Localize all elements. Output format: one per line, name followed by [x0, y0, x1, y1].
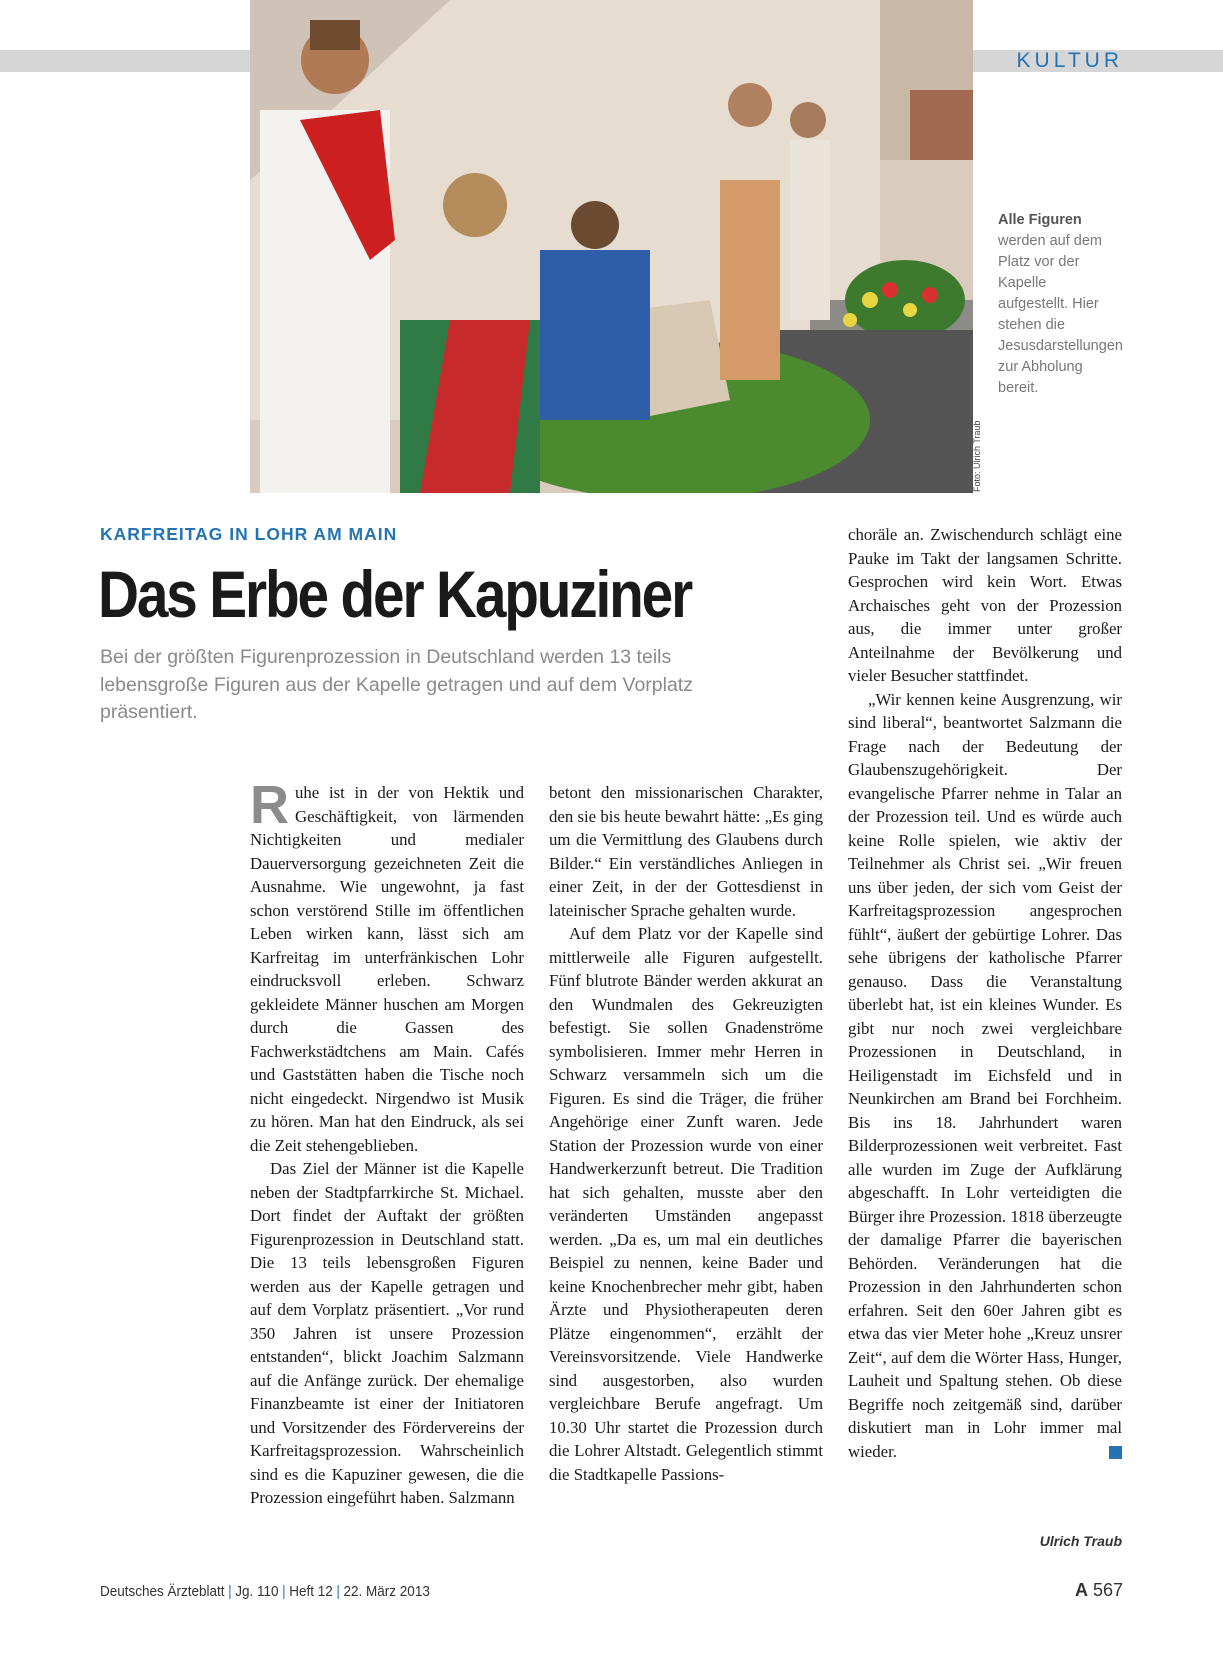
- article-photo: [250, 0, 973, 493]
- section-label: KULTUR: [1016, 49, 1123, 72]
- article-headline: Das Erbe der Kapuziner: [98, 557, 692, 631]
- footer-citation: [100, 1583, 430, 1600]
- paragraph: Das Ziel der Männer ist die Kapelle neben der Stadtpfarrkirche St. Michael. Dort findet der Auftakt der größten Figurenprozession in Deutschland statt. Die 13 teils lebensgroßen Figuren werden aus der Kapelle getragen und auf dem Vorplatz präsentiert. „Vor rund 350 Jahren ist unsere Prozession entstanden“, blickt Joachim Salzmann auf die Anfänge zurück. Der ehemalige Finanzbeamte ist einer der Initiatoren und Vorsitzender des Fördervereins der Karfreitagsprozession. Wahrscheinlich sind es die Kapuziner gewesen, die die Prozession eingeführt haben. Salzmann: [250, 1159, 524, 1507]
- end-mark-icon: [1109, 1446, 1122, 1459]
- article-lead: Bei der größten Figurenprozession in Deutschland werden 13 teils lebensgroße Figuren aus der Kapelle getragen und auf dem Vorplatz präsentiert.: [100, 646, 693, 723]
- drop-cap: R: [250, 775, 289, 835]
- paragraph: Auf dem Platz vor der Kapelle sind mittlerweile alle Figuren aufgestellt. Fünf blutrote Bänder werden akkurat an den Wundmalen des Gekreuzigten befestigt. Sie sollen Gnadenströme symbolisieren. Immer mehr Herren in Schwarz versammeln sich um die Figuren. Es sind die Träger, die früher Angehörige einer Zunft waren. Jede Station der Prozession wurde von einer Handwerkerzunft betreut. Die Tradition hat sich gehalten, musste aber den veränderten Umständen angepasst werden. „Da es, um mal ein deutliches Beispiel zu nennen, keine Bader und keine Knochenbrecher mehr gibt, haben Ärzte und Physiotherapeuten deren Plätze eingenommen“, erzählt der Vereinsvorsitzende. Viele Handwerke sind ausgestorben, also wurden vergleichbare Berufe angefragt. Um 10.30 Uhr startet die Prozession durch die Lohrer Altstadt. Gelegentlich stimmt die Stadtkapelle Passions-: [549, 924, 823, 1484]
- journal-name: Deutsches Ärzteblatt: [100, 1583, 225, 1600]
- photo-caption: [998, 210, 1123, 399]
- paragraph: Ruhe ist in der von Hektik und Geschäftigkeit, von lärmenden Nichtigkeiten und medialer Dauerversorgung gezeichneten Zeit die Ausnahme. Wie ungewohnt, ja fast schon verstörend Stille im öffentlichen Leben wirken kann, lässt sich am Karfreitag im unterfränkischen Lohr eindrucksvoll erleben. Schwarz gekleidete Männer huschen am Morgen durch die Gassen des Fachwerkstädtchens am Main. Cafés und Gaststätten haben die Tische noch nicht eingedeckt. Nirgendwo ist Musik zu hören. Man hat den Eindruck, als sei die Zeit stehengeblieben.: [250, 775, 524, 1155]
- separator-icon: |: [336, 1583, 340, 1600]
- paragraph: betont den missionarischen Charakter, den sie bis heute bewahrt hätte: „Es ging um die Vermittlung des Glaubens durch Bilder.“ Ein verständliches Anliegen in einer Zeit, in der der Gottesdienst in lateinischer Sprache gehalten wurde.: [549, 783, 823, 920]
- article-column-3: [848, 523, 1122, 1463]
- article-author: Ulrich Traub: [1039, 1533, 1122, 1549]
- page-number: A 567: [1074, 1580, 1123, 1600]
- paragraph: choräle an. Zwischendurch schlägt eine Pauke im Takt der langsamen Schritte. Gesprochen wird kein Wort. Etwas Archaisches geht von der Prozession aus, die immer unter großer Anteilnahme der Bevölkerung und vieler Besucher stattfindet.: [848, 525, 1122, 685]
- paragraph: „Wir kennen keine Ausgrenzung, wir sind liberal“, beantwortet Salzmann die Frage nach der Bedeutung der Glaubenszugehörigkeit. Der evangelische Pfarrer nehme in Talar an der Prozession teil. Und es würde auch keine Rolle spielen, wie aktiv der Teilnehmer als Christ sei. „Wir freuen uns über jeden, der sich vom Geist der Karfreitagsprozession angesprochen fühlt“, äußert der gebürtige Lohrer. Das sehe übrigens der katholische Pfarrer genauso. Dass die Veranstaltung überlebt hat, ist ein kleines Wunder. Es gibt nur noch zwei vergleichbare Prozessionen in Deutschland, in Heiligenstadt im Eichsfeld und in Neunkirchen am Brand bei Forchheim. Bis ins 18. Jahrhundert waren Bilderprozessionen weit verbreitet. Fast alle wurden im Zuge der Aufklärung abgeschafft. In Lohr verteidigten die Bürger ihre Prozession. 1818 überzeugte der damalige Pfarrer die bayerischen Behörden. Veränderungen hat die Prozession in den Jahrhunderten schon erfahren. Seit den 60er Jahren gibt es etwa das vier Meter hohe „Kreuz unsrer Zeit“, auf dem die Wörter Hass, Hunger, Lauheit und Spaltung stehen. Ob diese Begriffe noch zeitgemäß sind, darüber diskutiert man in Lohr immer mal wieder.: [848, 689, 1122, 1461]
- journal-volume: Jg. 110: [235, 1583, 279, 1600]
- article-column-1: [250, 775, 524, 1510]
- issue-date: 22. März 2013: [343, 1583, 430, 1600]
- journal-issue: Heft 12: [289, 1583, 333, 1600]
- separator-icon: |: [228, 1583, 232, 1600]
- separator-icon: |: [282, 1583, 286, 1600]
- caption-bold: Alle Figuren: [998, 212, 1082, 228]
- photo-credit: Foto: Ulrich Traub: [972, 420, 982, 492]
- article-kicker: KARFREITAG IN LOHR AM MAIN: [100, 524, 398, 544]
- header-bar-left: [0, 50, 250, 72]
- article-column-2: [549, 781, 823, 1486]
- caption-text: werden auf dem Platz vor der Kapelle aufgestellt. Hier stehen die Jesusdarstellungen zur Abholung bereit.: [998, 233, 1123, 396]
